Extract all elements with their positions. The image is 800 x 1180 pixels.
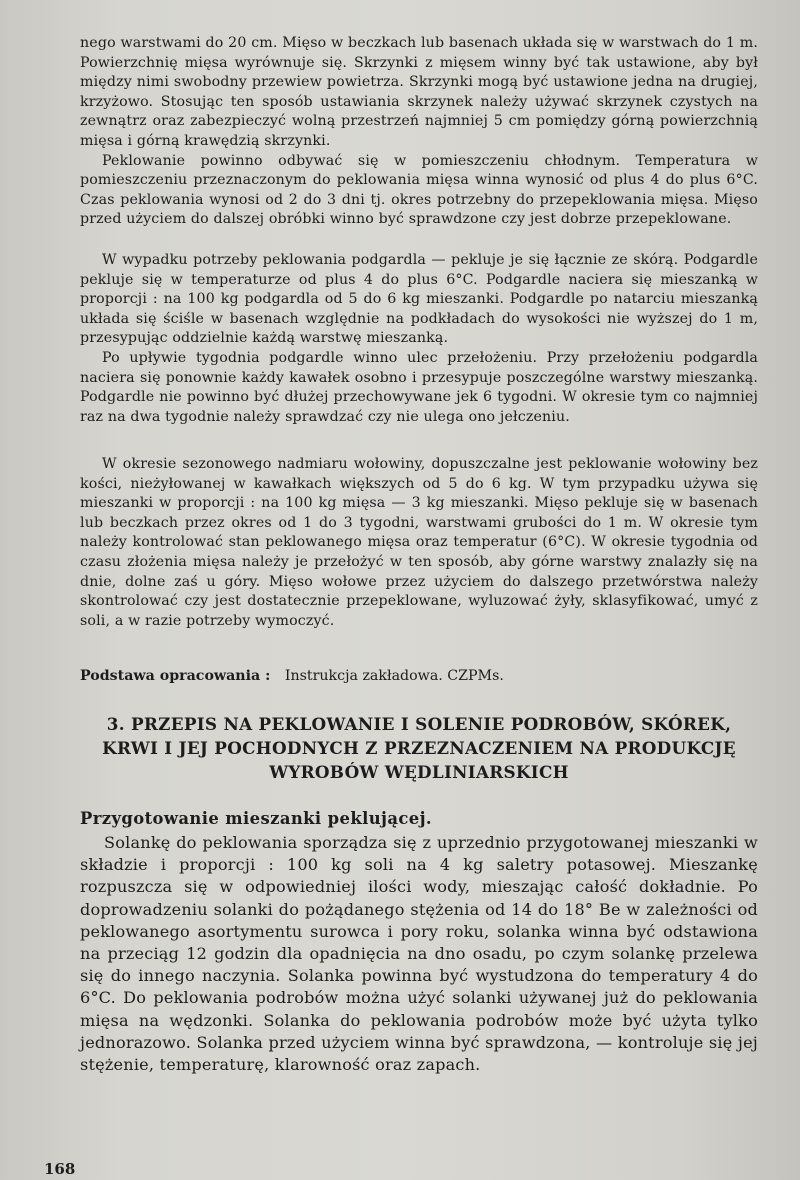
source-value: Instrukcja zakładowa. CZPMs. (284, 668, 504, 684)
paragraph: W wypadku potrzeby peklowania podgardla — pekluje je się łącznie ze skórą. Podgardle pekluje się w temperaturze od plus 4 do plus 6°C. Podgardle naciera się mieszanką w proporcji : na 100 kg podgardla od 5 do 6 kg mieszanki. Podgardle po natarciu mieszanką układa się ściśle w basenach względnie na podkładach do wysokości nie wyższej do 1 m, przesypując oddzielnie każdą warstwę mieszanką. (80, 252, 758, 347)
source-label: Podstawa opracowania : (80, 668, 271, 684)
source-note (80, 666, 758, 686)
section-body (80, 832, 758, 1076)
section-subheading: Przygotowanie mieszanki peklującej. (80, 809, 433, 828)
paragraph: nego warstwami do 20 cm. Mięso w beczkach lub basenach układa się w warstwach do 1 m. Powierzchnię mięsa wyrównuje się. Skrzynki z mięsem winny być tak ustawione, aby był między nimi swobodny przewiew powietrza. Skrzynki mogą być ustawione jedna na drugiej, krzyżowo. Stosując ten sposób ustawiania skrzynek należy używać skrzynek czystych na zewnątrz oraz zabezpieczyć wolną przestrzeń najmniej 5 cm pomiędzy górną powierzchnią mięsa i górną krawędzią skrzynki. (80, 35, 758, 149)
page-number: 168 (44, 1160, 76, 1178)
section-heading: 3. PRZEPIS NA PEKLOWANIE I SOLENIE PODROBÓW, SKÓREK, KRWI I JEJ POCHODNYCH Z PRZEZNACZENIEM NA PRODUKCJĘ WYROBÓW WĘDLINIARSKICH (102, 714, 736, 782)
text-block-3 (80, 455, 758, 631)
text-block-2 (80, 251, 758, 427)
paragraph: Solankę do peklowania sporządza się z uprzednio przygotowanej mieszanki w składzie i proporcji : 100 kg soli na 4 kg saletry potasowej. Mieszankę rozpuszcza się w odpowiedniej ilości wody, mieszając całość dokładnie. Po doprowadzeniu solanki do pożądanego stężenia od 14 do 18° Be w zależności od peklowanego asortymentu surowca i pory roku, solanka winna być odstawiona na przeciąg 12 godzin dla opadnięcia na dno osadu, po czym solankę przelewa się do innego naczynia. Solanka powinna być wystudzona do temperatury 4 do 6°C. Do peklowania podrobów można użyć solanki używanej już do peklowania mięsa na wędzonki. Solanka do peklowania podrobów może być użyta tylko jednorazowo. Solanka przed użyciem winna być sprawdzona, — kontroluje się jej stężenie, temperaturę, klarowność oraz zapach. (80, 833, 758, 1075)
paragraph: Peklowanie powinno odbywać się w pomieszczeniu chłodnym. Temperatura w pomieszczeniu przeznaczonym do peklowania mięsa winna wynosić od plus 4 do plus 6°C. Czas peklowania wynosi od 2 do 3 dni tj. okres potrzebny do przepeklowania mięsa. Mięso przed użyciem do dalszej obróbki winno być sprawdzone czy jest dobrze przepeklowane. (80, 152, 758, 228)
text-block-1 (80, 34, 758, 230)
paragraph: W okresie sezonowego nadmiaru wołowiny, dopuszczalne jest peklowanie wołowiny bez kości, nieżyłowanej w kawałkach większych od 5 do 6 kg. W tym przypadku używa się mieszanki w proporcji : na 100 kg mięsa — 3 kg mieszanki. Mięso pekluje się w basenach lub beczkach przez okres od 1 do 3 tygodni, warstwami grubości do 1 m. W okresie tym należy kontrolować stan peklowanego mięsa oraz temperatur (6°C). W okresie tygodnia od czasu złożenia mięsa należy je przełożyć w ten sposób, aby górne warstwy znalazły się na dnie, dolne zaś u góry. Mięso wołowe przez użyciem do dalszego przetwórstwa należy skontrolować czy jest dostatecznie przepeklowane, wyluzować żyły, sklasyfikować, umyć z soli, a w razie potrzeby wymoczyć. (80, 456, 758, 629)
paragraph: Po upływie tygodnia podgardle winno ulec przełożeniu. Przy przełożeniu podgardla naciera się ponownie każdy kawałek osobno i przesypuje poszczególne warstwy mieszanką. Podgardle nie powinno być dłużej przechowywane jek 6 tygodni. W okresie tym co najmniej raz na dwa tygodnie należy sprawdzać czy nie ulega ono jełczeniu. (80, 349, 758, 425)
